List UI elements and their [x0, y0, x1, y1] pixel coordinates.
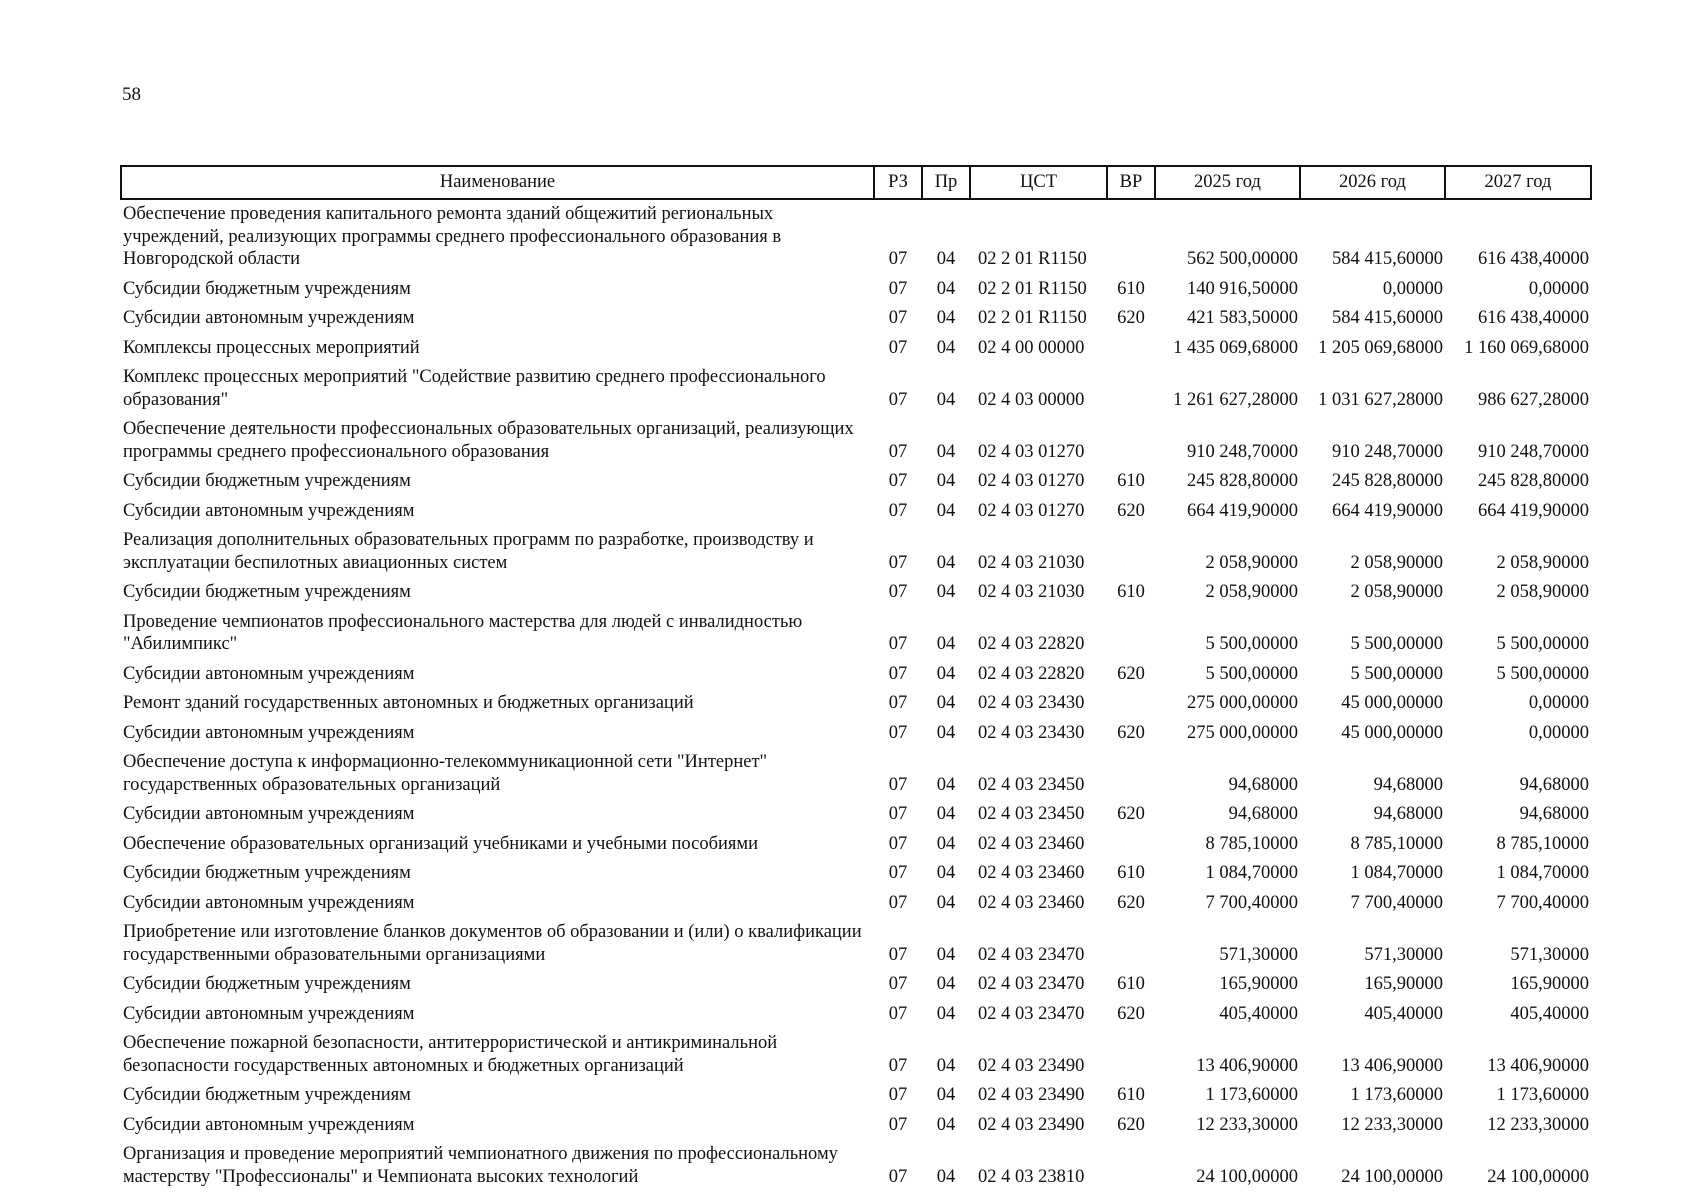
cell-vr: [1107, 526, 1155, 578]
cell-vr: 620: [1117, 1114, 1145, 1135]
cell-2025: 1 173,60000: [1205, 1085, 1298, 1105]
cell-cst: 02 4 03 23460: [978, 863, 1085, 883]
cell-pr: 04: [936, 1114, 956, 1135]
cell-cst: 02 4 00 00000: [978, 337, 1085, 358]
cell-2025: 5 500,00000: [1205, 634, 1298, 654]
cell-pr: 04: [936, 582, 956, 602]
cell-2025: 94,68000: [1228, 774, 1298, 795]
table-row: [121, 748, 1591, 800]
cell-2025: 140 916,50000: [1187, 278, 1298, 299]
cell-rz: 07: [888, 833, 908, 854]
table-header-row: [121, 166, 1591, 199]
cell-2025: 5 500,00000: [1205, 663, 1298, 684]
cell-vr: 610: [1117, 863, 1145, 883]
cell-2025: 245 828,80000: [1187, 471, 1298, 491]
cell-2027: 13 406,90000: [1487, 1055, 1589, 1076]
cell-2027: 2 058,90000: [1496, 552, 1589, 573]
cell-2027: 910 248,70000: [1478, 441, 1589, 462]
cell-name: Обеспечение деятельности профессиональных образовательных организаций, реализующих программы среднего профессионального образования: [123, 419, 854, 462]
cell-2025: 910 248,70000: [1187, 441, 1298, 462]
cell-cst: 02 4 03 23490: [978, 1085, 1085, 1105]
cell-2025: 571,30000: [1219, 944, 1298, 965]
cell-pr: 04: [936, 308, 956, 328]
cell-2025: 562 500,00000: [1187, 249, 1298, 269]
cell-2027: 5 500,00000: [1496, 663, 1589, 684]
cell-2027: 0,00000: [1528, 693, 1589, 713]
cell-vr: [1107, 1029, 1155, 1081]
cell-2026: 12 233,30000: [1341, 1114, 1443, 1135]
cell-2025: 1 084,70000: [1205, 863, 1298, 883]
table-row: [121, 467, 1591, 497]
cell-2026: 0,00000: [1382, 278, 1443, 299]
table-row: [121, 830, 1591, 860]
cell-pr: 04: [936, 337, 956, 358]
cell-name: Субсидии бюджетным учреждениям: [123, 278, 411, 299]
table-row: [121, 1081, 1591, 1111]
cell-2027: 1 173,60000: [1496, 1085, 1589, 1105]
cell-2026: 1 084,70000: [1350, 863, 1443, 883]
cell-rz: 07: [888, 582, 908, 602]
cell-cst: 02 2 01 R1150: [978, 308, 1087, 328]
cell-2025: 275 000,00000: [1187, 693, 1298, 713]
cell-name: Субсидии бюджетным учреждениям: [123, 1085, 411, 1105]
cell-2026: 45 000,00000: [1341, 722, 1443, 743]
cell-cst: 02 4 03 23470: [978, 1003, 1085, 1024]
cell-2026: 2 058,90000: [1350, 582, 1443, 602]
cell-pr: 04: [936, 892, 956, 913]
table-row: [121, 608, 1591, 660]
cell-rz: 07: [888, 278, 908, 299]
cell-name: Проведение чемпионатов профессионального мастерства для людей с инвалидностью "Абилимпикс": [123, 611, 803, 654]
cell-rz: 07: [888, 552, 908, 573]
cell-name: Субсидии бюджетным учреждениям: [123, 863, 411, 883]
cell-vr: [1107, 830, 1155, 860]
cell-cst: 02 4 03 23470: [978, 944, 1085, 965]
cell-2026: 5 500,00000: [1350, 634, 1443, 654]
cell-vr: [1107, 748, 1155, 800]
cell-name: Комплекс процессных мероприятий "Содействие развитию среднего профессионального образования": [123, 367, 826, 410]
cell-name: Субсидии автономным учреждениям: [123, 663, 415, 684]
cell-2025: 1 435 069,68000: [1173, 337, 1298, 358]
cell-pr: 04: [936, 500, 956, 521]
cell-vr: [1107, 415, 1155, 467]
cell-cst: 02 4 03 23490: [978, 1055, 1085, 1076]
cell-pr: 04: [936, 1166, 956, 1187]
cell-vr: [1107, 363, 1155, 415]
cell-2025: 275 000,00000: [1187, 722, 1298, 743]
cell-2026: 8 785,10000: [1350, 833, 1443, 854]
cell-cst: 02 4 03 22820: [978, 663, 1085, 684]
cell-pr: 04: [936, 944, 956, 965]
cell-2026: 7 700,40000: [1350, 892, 1443, 913]
cell-2025: 94,68000: [1228, 804, 1298, 824]
cell-cst: 02 4 03 23450: [978, 774, 1085, 795]
budget-table: [120, 165, 1592, 1192]
cell-2025: 165,90000: [1219, 974, 1298, 994]
cell-rz: 07: [888, 441, 908, 462]
table-row: [121, 304, 1591, 334]
cell-2027: 8 785,10000: [1496, 833, 1589, 854]
cell-2025: 13 406,90000: [1196, 1055, 1298, 1076]
cell-2025: 2 058,90000: [1205, 552, 1298, 573]
cell-cst: 02 4 03 21030: [978, 552, 1085, 573]
cell-pr: 04: [936, 722, 956, 743]
cell-2025: 12 233,30000: [1196, 1114, 1298, 1135]
cell-2027: 2 058,90000: [1496, 582, 1589, 602]
cell-2027: 165,90000: [1510, 974, 1589, 994]
table-row: [121, 363, 1591, 415]
cell-2026: 94,68000: [1373, 774, 1443, 795]
cell-2025: 421 583,50000: [1187, 308, 1298, 328]
cell-pr: 04: [936, 634, 956, 654]
cell-2026: 2 058,90000: [1350, 552, 1443, 573]
cell-name: Организация и проведение мероприятий чемпионатного движения по профессиональному мастерству "Профессионалы" и Чемпионата высоких технологий: [123, 1144, 838, 1187]
cell-2027: 94,68000: [1519, 774, 1589, 795]
cell-pr: 04: [936, 974, 956, 994]
cell-name: Субсидии бюджетным учреждениям: [123, 582, 411, 602]
cell-vr: 610: [1117, 974, 1145, 994]
cell-cst: 02 4 03 23450: [978, 804, 1085, 824]
cell-rz: 07: [888, 892, 908, 913]
cell-2025: 2 058,90000: [1205, 582, 1298, 602]
cell-rz: 07: [888, 471, 908, 491]
cell-pr: 04: [936, 1055, 956, 1076]
cell-2026: 664 419,90000: [1332, 500, 1443, 521]
cell-2027: 616 438,40000: [1478, 308, 1589, 328]
cell-rz: 07: [888, 634, 908, 654]
cell-pr: 04: [936, 552, 956, 573]
header-cst: ЦСТ: [970, 166, 1107, 199]
cell-pr: 04: [936, 471, 956, 491]
table-row: [121, 497, 1591, 527]
header-pr: Пр: [922, 166, 970, 199]
cell-pr: 04: [936, 693, 956, 713]
cell-2026: 165,90000: [1364, 974, 1443, 994]
cell-2025: 24 100,00000: [1196, 1166, 1298, 1187]
table-row: [121, 660, 1591, 690]
cell-vr: [1107, 918, 1155, 970]
cell-2026: 24 100,00000: [1341, 1166, 1443, 1187]
cell-vr: 610: [1117, 278, 1145, 299]
cell-2027: 7 700,40000: [1496, 892, 1589, 913]
table-row: [121, 1111, 1591, 1141]
cell-name: Комплексы процессных мероприятий: [123, 337, 420, 358]
table-row: [121, 1029, 1591, 1081]
cell-vr: 620: [1117, 804, 1145, 824]
cell-vr: [1107, 199, 1155, 275]
cell-cst: 02 4 03 01270: [978, 500, 1085, 521]
cell-rz: 07: [888, 944, 908, 965]
cell-rz: 07: [888, 722, 908, 743]
cell-2027: 0,00000: [1528, 722, 1589, 743]
cell-rz: 07: [888, 389, 908, 410]
cell-name: Субсидии бюджетным учреждениям: [123, 974, 411, 994]
cell-pr: 04: [936, 389, 956, 410]
cell-rz: 07: [888, 1085, 908, 1105]
table-row: [121, 800, 1591, 830]
cell-2027: 1 084,70000: [1496, 863, 1589, 883]
cell-2026: 1 173,60000: [1350, 1085, 1443, 1105]
cell-pr: 04: [936, 863, 956, 883]
cell-2026: 45 000,00000: [1341, 693, 1443, 713]
cell-vr: [1107, 334, 1155, 364]
cell-2027: 1 160 069,68000: [1464, 337, 1589, 358]
cell-cst: 02 4 03 22820: [978, 634, 1085, 654]
table-row: [121, 526, 1591, 578]
cell-rz: 07: [888, 1003, 908, 1024]
cell-2026: 910 248,70000: [1332, 441, 1443, 462]
table-body: [121, 199, 1591, 1192]
table-row: [121, 970, 1591, 1000]
cell-2025: 8 785,10000: [1205, 833, 1298, 854]
cell-vr: [1107, 689, 1155, 719]
cell-rz: 07: [888, 974, 908, 994]
cell-cst: 02 4 03 00000: [978, 389, 1085, 410]
header-2025: 2025 год: [1155, 166, 1300, 199]
table-row: [121, 334, 1591, 364]
cell-pr: 04: [936, 1003, 956, 1024]
cell-cst: 02 4 03 21030: [978, 582, 1085, 602]
cell-vr: [1107, 608, 1155, 660]
cell-2027: 664 419,90000: [1478, 500, 1589, 521]
header-2027: 2027 год: [1445, 166, 1591, 199]
cell-name: Субсидии автономным учреждениям: [123, 308, 415, 328]
table-row: [121, 578, 1591, 608]
header-vr: ВР: [1107, 166, 1155, 199]
table-row: [121, 199, 1591, 275]
table-row: [121, 415, 1591, 467]
cell-vr: 610: [1117, 471, 1145, 491]
cell-name: Субсидии автономным учреждениям: [123, 722, 415, 743]
page-number: 58: [122, 84, 141, 105]
cell-rz: 07: [888, 1166, 908, 1187]
cell-vr: [1107, 1140, 1155, 1192]
cell-name: Субсидии автономным учреждениям: [123, 500, 415, 521]
cell-2026: 1 031 627,28000: [1318, 389, 1443, 410]
cell-2026: 1 205 069,68000: [1318, 337, 1443, 358]
cell-pr: 04: [936, 249, 956, 269]
cell-2027: 12 233,30000: [1487, 1114, 1589, 1135]
cell-cst: 02 4 03 23460: [978, 833, 1085, 854]
cell-2026: 405,40000: [1364, 1003, 1443, 1024]
cell-2027: 94,68000: [1519, 804, 1589, 824]
cell-rz: 07: [888, 308, 908, 328]
table-row: [121, 275, 1591, 305]
cell-name: Субсидии автономным учреждениям: [123, 804, 415, 824]
cell-rz: 07: [888, 774, 908, 795]
table-row: [121, 859, 1591, 889]
cell-rz: 07: [888, 663, 908, 684]
cell-2026: 5 500,00000: [1350, 663, 1443, 684]
cell-2025: 7 700,40000: [1205, 892, 1298, 913]
cell-rz: 07: [888, 863, 908, 883]
cell-cst: 02 4 03 23460: [978, 892, 1085, 913]
cell-pr: 04: [936, 441, 956, 462]
cell-pr: 04: [936, 804, 956, 824]
cell-vr: 620: [1117, 1003, 1145, 1024]
cell-rz: 07: [888, 1114, 908, 1135]
cell-2026: 245 828,80000: [1332, 471, 1443, 491]
cell-cst: 02 4 03 23810: [978, 1166, 1085, 1187]
cell-2025: 405,40000: [1219, 1003, 1298, 1024]
cell-cst: 02 2 01 R1150: [978, 278, 1087, 299]
cell-rz: 07: [888, 804, 908, 824]
cell-vr: 620: [1117, 500, 1145, 521]
cell-pr: 04: [936, 278, 956, 299]
cell-cst: 02 4 03 23490: [978, 1114, 1085, 1135]
cell-vr: 610: [1117, 1085, 1145, 1105]
cell-name: Субсидии автономным учреждениям: [123, 1114, 415, 1135]
cell-2025: 664 419,90000: [1187, 500, 1298, 521]
cell-rz: 07: [888, 693, 908, 713]
cell-cst: 02 2 01 R1150: [978, 249, 1087, 269]
cell-cst: 02 4 03 01270: [978, 471, 1085, 491]
cell-vr: 620: [1117, 308, 1145, 328]
cell-vr: 620: [1117, 663, 1145, 684]
cell-2026: 584 415,60000: [1332, 249, 1443, 269]
cell-rz: 07: [888, 500, 908, 521]
cell-cst: 02 4 03 01270: [978, 441, 1085, 462]
cell-pr: 04: [936, 1085, 956, 1105]
cell-name: Обеспечение образовательных организаций учебниками и учебными пособиями: [123, 833, 759, 854]
cell-2027: 0,00000: [1528, 278, 1589, 299]
cell-pr: 04: [936, 663, 956, 684]
cell-pr: 04: [936, 774, 956, 795]
table-row: [121, 889, 1591, 919]
cell-name: Субсидии автономным учреждениям: [123, 1003, 415, 1024]
header-name: Наименование: [121, 166, 874, 199]
header-2026: 2026 год: [1300, 166, 1445, 199]
cell-2027: 5 500,00000: [1496, 634, 1589, 654]
cell-2027: 986 627,28000: [1478, 389, 1589, 410]
cell-cst: 02 4 03 23430: [978, 693, 1085, 713]
cell-2027: 616 438,40000: [1478, 249, 1589, 269]
cell-cst: 02 4 03 23430: [978, 722, 1085, 743]
table-row: [121, 719, 1591, 749]
cell-2025: 1 261 627,28000: [1173, 389, 1298, 410]
cell-vr: 610: [1117, 582, 1145, 602]
table-row: [121, 689, 1591, 719]
cell-name: Обеспечение пожарной безопасности, антитеррористической и антикриминальной безопасности государственных автономных и бюджетных организаций: [123, 1033, 778, 1076]
cell-vr: 620: [1117, 722, 1145, 743]
cell-cst: 02 4 03 23470: [978, 974, 1085, 994]
cell-2027: 571,30000: [1510, 944, 1589, 965]
cell-name: Обеспечение доступа к информационно-телекоммуникационной сети "Интернет" государственных образовательных организаций: [123, 752, 768, 795]
table-row: [121, 1000, 1591, 1030]
cell-name: Субсидии бюджетным учреждениям: [123, 471, 411, 491]
table-row: [121, 918, 1591, 970]
table-row: [121, 1140, 1591, 1192]
cell-pr: 04: [936, 833, 956, 854]
cell-vr: 620: [1117, 892, 1145, 913]
header-rz: РЗ: [874, 166, 922, 199]
cell-name: Приобретение или изготовление бланков документов об образовании и (или) о квалификации государственными образовательными организациями: [123, 922, 862, 965]
cell-rz: 07: [888, 249, 908, 269]
cell-name: Субсидии автономным учреждениям: [123, 892, 415, 913]
cell-2027: 24 100,00000: [1487, 1166, 1589, 1187]
cell-rz: 07: [888, 337, 908, 358]
cell-name: Реализация дополнительных образовательных программ по разработке, производству и эксплуатации беспилотных авиационных систем: [123, 530, 814, 573]
cell-2027: 405,40000: [1510, 1003, 1589, 1024]
cell-2027: 245 828,80000: [1478, 471, 1589, 491]
cell-2026: 571,30000: [1364, 944, 1443, 965]
cell-name: Ремонт зданий государственных автономных и бюджетных организаций: [123, 693, 694, 713]
cell-2026: 584 415,60000: [1332, 308, 1443, 328]
cell-rz: 07: [888, 1055, 908, 1076]
cell-name: Обеспечение проведения капитального ремонта зданий общежитий региональных учреждений, реализующих программы среднего профессионального образования в Новгородской области: [123, 204, 782, 269]
cell-2026: 94,68000: [1373, 804, 1443, 824]
cell-2026: 13 406,90000: [1341, 1055, 1443, 1076]
